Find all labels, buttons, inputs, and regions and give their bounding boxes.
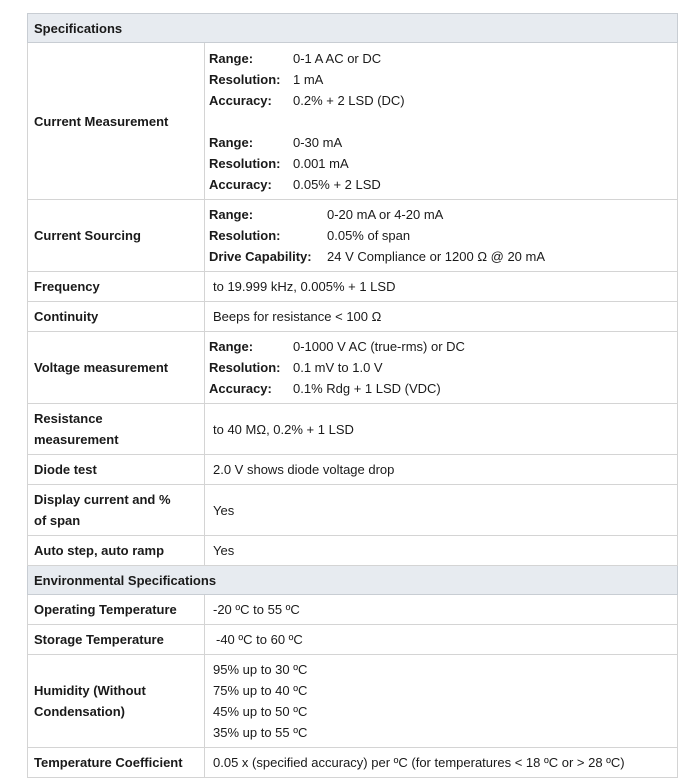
- label-line: Condensation): [34, 704, 125, 719]
- row-label: Temperature Coefficient: [28, 748, 205, 778]
- row-value: [205, 655, 678, 748]
- spec-value: 24 V Compliance or 1200 Ω @ 20 mA: [327, 249, 546, 264]
- row-value: 0.05 x (specified accuracy) per ºC (for temperatures < 18 ºC or > 28 ºC): [205, 748, 678, 778]
- row-value: to 19.999 kHz, 0.005% + 1 LSD: [205, 272, 678, 302]
- row-storage-temperature: [28, 625, 678, 655]
- spec-value: 0-20 mA or 4-20 mA: [327, 207, 444, 222]
- row-label: Voltage measurement: [28, 332, 205, 404]
- section-header-environmental: [28, 566, 678, 595]
- row-value: Yes: [205, 536, 678, 566]
- spec-value: 0-1 A AC or DC: [293, 50, 382, 66]
- spec-key: Accuracy:: [209, 381, 272, 396]
- label-line: of span: [34, 513, 81, 528]
- row-label: [28, 404, 205, 455]
- row-value: to 40 MΩ, 0.2% + 1 LSD: [205, 404, 678, 455]
- current-measurement-group-1: [209, 48, 405, 111]
- row-label: Operating Temperature: [28, 595, 205, 625]
- label-line: Display current and %: [34, 492, 171, 507]
- spec-key: Range:: [209, 339, 254, 354]
- spec-key: Resolution:: [209, 71, 281, 87]
- row-label: Frequency: [28, 272, 205, 302]
- label-line: measurement: [34, 432, 119, 447]
- row-value: [205, 625, 678, 655]
- humidity-value: 45% up to 50 ºC: [213, 704, 308, 719]
- section-title: Specifications: [28, 14, 678, 43]
- spec-key: Range:: [209, 50, 254, 66]
- row-label: Diode test: [28, 455, 205, 485]
- row-label: Continuity: [28, 302, 205, 332]
- row-continuity: [28, 302, 678, 332]
- humidity-value: 95% up to 30 ºC: [213, 662, 308, 677]
- spec-value: 0.05% of span: [327, 228, 411, 243]
- row-diode-test: [28, 455, 678, 485]
- spec-value: 0-1000 V AC (true-rms) or DC: [293, 339, 465, 354]
- humidity-value: 75% up to 40 ºC: [213, 683, 308, 698]
- humidity-value: 35% up to 55 ºC: [213, 725, 308, 740]
- spec-value: 1 mA: [293, 71, 324, 87]
- section-title: Environmental Specifications: [28, 566, 678, 595]
- spec-key: Drive Capability:: [209, 249, 312, 264]
- row-value: Beeps for resistance < 100 Ω: [205, 302, 678, 332]
- spec-value: 0-30 mA: [293, 134, 343, 150]
- spec-key: Accuracy:: [209, 176, 272, 192]
- row-resistance-measurement: [28, 404, 678, 455]
- spec-value: 0.1% Rdg + 1 LSD (VDC): [293, 381, 441, 396]
- spec-value: 0.2% + 2 LSD (DC): [293, 92, 405, 108]
- row-label: Current Sourcing: [28, 200, 205, 272]
- current-sourcing-specs: [209, 204, 545, 267]
- row-display-current: [28, 485, 678, 536]
- row-voltage-measurement: [28, 332, 678, 404]
- specifications-table: [27, 13, 678, 778]
- row-label: [28, 655, 205, 748]
- spec-key: Range:: [209, 134, 254, 150]
- spec-value: 0.1 mV to 1.0 V: [293, 360, 383, 375]
- value-text: -40 ºC to 60 ºC: [216, 632, 303, 647]
- row-value: [205, 332, 678, 404]
- voltage-measurement-specs: [209, 336, 465, 399]
- row-value: [205, 200, 678, 272]
- row-auto-step: [28, 536, 678, 566]
- current-measurement-group-2: [209, 132, 381, 195]
- row-value: 2.0 V shows diode voltage drop: [205, 455, 678, 485]
- row-value: Yes: [205, 485, 678, 536]
- spec-key: Accuracy:: [209, 92, 272, 108]
- spec-key: Resolution:: [209, 228, 281, 243]
- spec-value: 0.001 mA: [293, 155, 349, 171]
- row-operating-temperature: [28, 595, 678, 625]
- row-label: Current Measurement: [28, 43, 205, 200]
- label-line: Humidity (Without: [34, 683, 146, 698]
- row-frequency: [28, 272, 678, 302]
- label-line: Resistance: [34, 411, 103, 426]
- row-temperature-coefficient: [28, 748, 678, 778]
- row-current-sourcing: [28, 200, 678, 272]
- spec-value: 0.05% + 2 LSD: [293, 176, 381, 192]
- section-header-specifications: [28, 14, 678, 43]
- row-value: [205, 43, 678, 200]
- spec-key: Resolution:: [209, 155, 281, 171]
- row-humidity: [28, 655, 678, 748]
- row-current-measurement: [28, 43, 678, 200]
- spec-key: Resolution:: [209, 360, 281, 375]
- spec-key: Range:: [209, 207, 254, 222]
- row-value: -20 ºC to 55 ºC: [205, 595, 678, 625]
- row-label: Auto step, auto ramp: [28, 536, 205, 566]
- row-label: [28, 485, 205, 536]
- row-label: Storage Temperature: [28, 625, 205, 655]
